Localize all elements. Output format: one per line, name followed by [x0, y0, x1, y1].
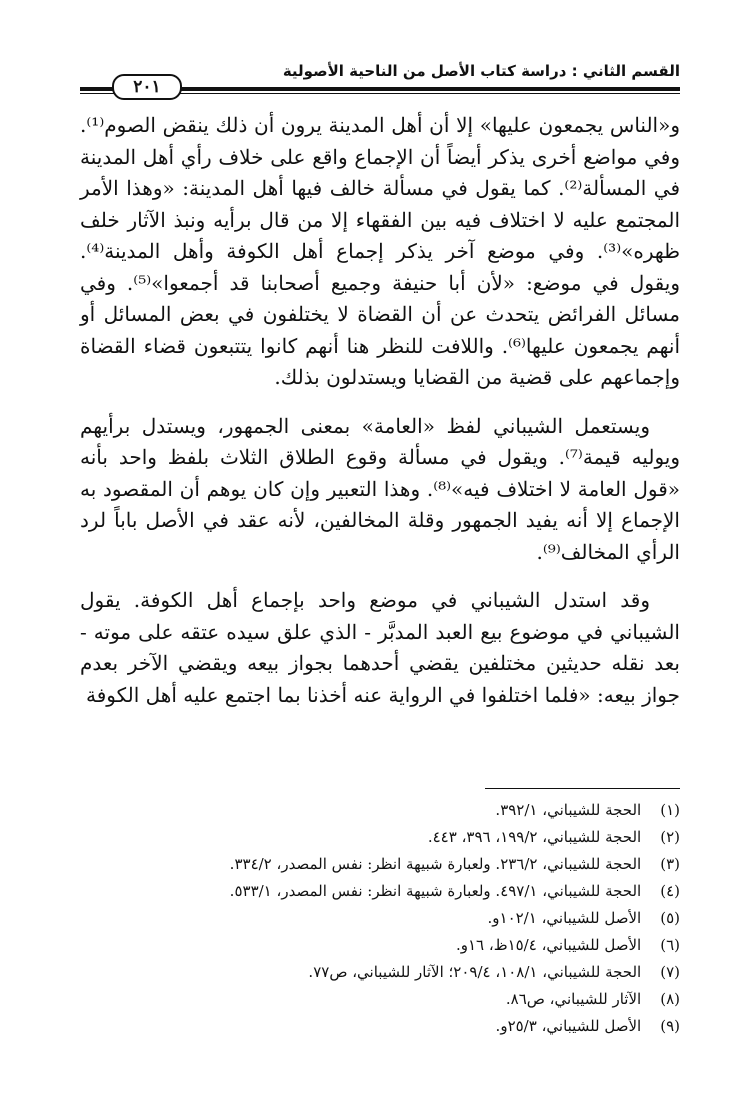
main-text [80, 110, 680, 711]
footnote-number: (٥) [660, 909, 680, 927]
footnote-text: الأصل للشيباني، ٢٥/٣و. [495, 1017, 642, 1035]
footnote-separator [485, 788, 680, 789]
page-header [80, 60, 680, 102]
footnote [80, 878, 680, 905]
footnote-text: الحجة للشيباني، ١٠٨/١، ٢٠٩/٤؛ الآثار للشيباني، ص٧٧. [308, 963, 642, 981]
footnote-number: (٧) [660, 963, 680, 981]
footnote-text: الحجة للشيباني، ٤٩٧/١. ولعبارة شبيهة انظر: نفس المصدر، ٥٣٣/١. [229, 882, 642, 900]
footnote [80, 797, 680, 824]
footnote [80, 932, 680, 959]
paragraph: وقد استدل الشيباني في موضع واحد بإجماع أهل الكوفة. يقول الشيباني في موضوع بيع العبد المدبَّر - الذي علق سيده عتقه على موته - بعد نقله حديثين مختلفين يقضي أحدهما بجواز بيعه ويقضي الآخر بعدم جواز بيعه: «فلما اختلفوا في الرواية عنه أخذنا بما اجتمع عليه أهل الكوفة [80, 588, 680, 707]
footnote-text: الحجة للشيباني، ٢٣٦/٢. ولعبارة شبيهة انظر: نفس المصدر، ٣٣٤/٢. [229, 855, 642, 873]
paragraph: ويستعمل الشيباني لفظ «العامة» بمعنى الجمهور، ويستدل برأيهم ويوليه قيمة⁽⁷⁾. ويقول في مسألة وقوع الطلاق الثلاث بلفظ واحد بأنه «قول العامة لا اختلاف فيه»⁽⁸⁾. وهذا التعبير وإن كان يوهم أن المقصود به الإجماع إلا أنه يفيد الجمهور وقلة المخالفين، لأنه عقد في الأصل باباً لرد الرأي المخالف⁽⁹⁾. [80, 413, 681, 564]
footnote-text: الأصل للشيباني، ١٠٢/١و. [487, 909, 642, 927]
footnote [80, 905, 680, 932]
footnote-text: الحجة للشيباني، ٣٩٢/١. [495, 801, 642, 819]
footnotes [80, 797, 680, 1040]
footnote-text: الآثار للشيباني، ص٨٦. [505, 990, 642, 1008]
paragraph: و«الناس يجمعون عليها» إلا أن أهل المدينة يرون أن ذلك ينقض الصوم⁽¹⁾. وفي مواضع أخرى يذكر أيضاً أن الإجماع واقع على خلاف رأي أهل المدينة في المسألة⁽²⁾. كما يقول في مسألة خالف فيها أهل المدينة: «وهذا الأمر المجتمع عليه لا اختلاف فيه بين الفقهاء إلا من قال برأيه ونبذ الآثار خلف ظهره»⁽³⁾. وفي موضع آخر يذكر إجماع أهل الكوفة وأهل المدينة⁽⁴⁾. ويقول في موضع: «لأن أبا حنيفة وجميع أصحابنا قد أجمعوا»⁽⁵⁾. وفي مسائل الفرائض يتحدث عن أن القضاة لا يختلفون في بعض المسائل أو أنهم يجمعون عليها⁽⁶⁾. واللافت للنظر هنا أنهم كانوا يتتبعون قضاء القضاة وإجماعهم على قضية من القضايا ويستدلون بذلك. [80, 113, 681, 389]
page-number: ٢٠١ [112, 74, 182, 100]
footnote [80, 851, 680, 878]
footnote-text: الأصل للشيباني، ١٥/٤ظ، ١٦و. [455, 936, 642, 954]
footnote-number: (٩) [660, 1017, 680, 1035]
footnote [80, 986, 680, 1013]
running-title: القسم الثاني : دراسة كتاب الأصل من الناحية الأصولية [282, 62, 680, 80]
footnote [80, 824, 680, 851]
footnote-number: (٢) [660, 828, 680, 846]
footnote [80, 959, 680, 986]
footnote-text: الحجة للشيباني، ١٩٩/٢، ٣٩٦، ٤٤٣. [427, 828, 642, 846]
footnote-number: (٣) [660, 855, 680, 873]
footnote [80, 1013, 680, 1040]
footnote-number: (٨) [660, 990, 680, 1008]
footnote-number: (٤) [660, 882, 680, 900]
footnote-number: (١) [660, 801, 680, 819]
footnote-number: (٦) [660, 936, 680, 954]
